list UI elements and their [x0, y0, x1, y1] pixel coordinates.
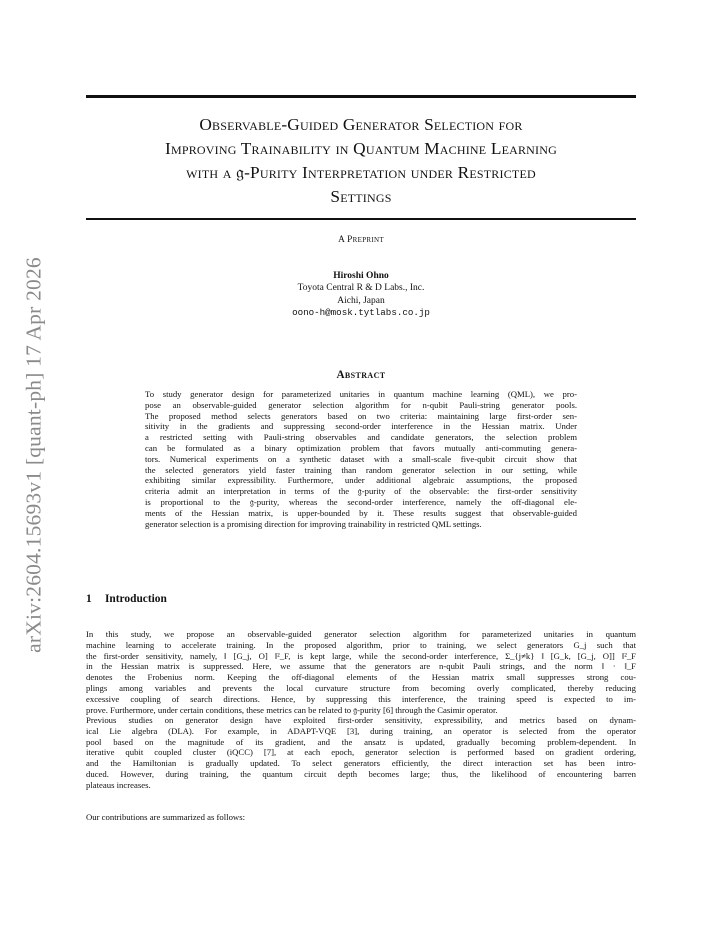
abstract-line: ments of the Hessian matrix, is upper-bounded by it. These results suggest that observable-guided	[145, 507, 577, 518]
author-location: Aichi, Japan	[337, 295, 385, 306]
abstract-body	[145, 389, 577, 529]
abstract-line: the selected generators yield faster training than random generator selection in our setting, while	[145, 464, 577, 475]
abstract-line: pose an observable-guided generator selection algorithm for n-qubit Pauli-string generator pools.	[145, 399, 577, 410]
author-name: Hiroshi Ohno	[333, 271, 389, 281]
paragraph-line: machine learning to accelerate training. In the proposed algorithm, prior to training, we select generators G_j such that	[86, 639, 636, 650]
intro-paragraph	[86, 812, 636, 823]
title-line: Improving Trainability in Quantum Machine Learning	[165, 139, 557, 158]
paragraph-line: excessive coupling of search directions. Hence, by suppressing this interference, the training speed is expected to im-	[86, 693, 636, 704]
paragraph-line: denotes the Frobenius norm. Keeping the off-diagonal elements of the Hessian matrix small suppresses strong cou-	[86, 672, 636, 683]
title-rule-top	[86, 95, 636, 98]
abstract-line: sitivity in the gradients and suppressing second-order interference in the Hessian matrix. Under	[145, 421, 577, 432]
abstract-line: To study generator design for parameterized unitaries in quantum machine learning (QML), we pro-	[145, 389, 577, 399]
section-title: Introduction	[105, 593, 167, 605]
abstract-line: tors. Numerical experiments on a synthetic dataset with a small-scale five-qubit circuit show that	[145, 453, 577, 464]
abstract-line: The proposed method selects generators based on two criteria: maintaining large first-order sen-	[145, 410, 577, 421]
abstract-line: exhibiting similar expressibility. Furthermore, under additional algebraic assumptions, the proposed	[145, 475, 577, 486]
paragraph-line: and the Hamiltonian is gradually updated. To select generators efficiently, the direct interaction set has been intro-	[86, 758, 636, 769]
paragraph-line: plings among variables and prevents the local curvature structure from becoming overly complicated, thereby reducing	[86, 682, 636, 693]
abstract-line: a restricted setting with Pauli-string observables and candidate generators, the selection problem	[145, 432, 577, 443]
paragraph-line: iterative qubit coupled cluster (iQCC) [7], at each epoch, generator selection is performed based on gradient ordering,	[86, 747, 636, 758]
abstract-line: is proportional to the 𝔤-purity, whereas the second-order interference, namely the off-diagonal ele-	[145, 496, 577, 507]
author-block	[86, 270, 636, 319]
intro-paragraph	[86, 629, 636, 715]
arxiv-sidebar-stamp	[14, 245, 54, 665]
title-line: Observable-Guided Generator Selection for	[199, 115, 523, 134]
abstract-line: generator selection is a promising direction for improving trainability in restricted QML settings.	[145, 518, 482, 529]
paragraph-line: plateaus increases.	[86, 779, 151, 790]
paragraph-line: duced. However, during training, the quantum circuit depth becomes large; thus, the likelihood of encountering barren	[86, 768, 636, 779]
preprint-label: A Preprint	[338, 235, 384, 245]
paragraph-line: Our contributions are summarized as follows:	[86, 812, 245, 822]
abstract-line: can be formulated as a binary optimization problem that favors mutually anti-commuting genera-	[145, 442, 577, 453]
title-line: Settings	[330, 187, 392, 206]
paragraph-line: Previous studies on generator design have exploited first-order sensitivity, expressibility, and metrics based on dynam-	[86, 715, 636, 725]
title-line: with a 𝔤-Purity Interpretation under Restricted	[186, 163, 536, 182]
title-rule-bottom	[86, 218, 636, 220]
paragraph-line: In this study, we propose an observable-guided generator selection algorithm for parameterized unitaries in quantum	[86, 629, 636, 639]
paragraph-line: ical Lie algebra (DLA). For example, in ADAPT-VQE [3], during training, an operator is selected from the operator	[86, 725, 636, 736]
intro-paragraph	[86, 715, 636, 791]
abstract-heading: Abstract	[336, 369, 386, 381]
paragraph-line: pool based on the magnitude of its gradient, and the ansatz is updated, gradually becoming problem-dependent. In	[86, 736, 636, 747]
paper-title	[86, 113, 636, 209]
author-affiliation: Toyota Central R & D Labs., Inc.	[297, 283, 425, 294]
author-email[interactable]: oono-h@mosk.tytlabs.co.jp	[292, 306, 430, 318]
section-number: 1	[86, 593, 92, 605]
arxiv-identifier: arXiv:2604.15693v1 [quant-ph] 17 Apr 2026	[21, 257, 46, 653]
paragraph-line: in the Hessian matrix is suppressed. Here, we assume that the generators are n-qubit Pauli strings, and the norm ‖ · ‖_F	[86, 661, 636, 672]
paragraph-line: prove. Furthermore, under certain conditions, these metrics can be related to 𝔤-purity [6] through the Casimir operator.	[86, 704, 498, 715]
section-heading	[86, 593, 167, 605]
abstract-line: criteria admit an interpretation in terms of the 𝔤-purity of the observable: the first-order sensitivity	[145, 486, 577, 497]
paragraph-line: the first-order sensitivity, namely, ‖ [G_j, O] ‖²_F, is kept large, while the second-order interference, Σ_{j≠k} ‖ [G_k, [G_j, O]] ‖²_F	[86, 650, 636, 661]
